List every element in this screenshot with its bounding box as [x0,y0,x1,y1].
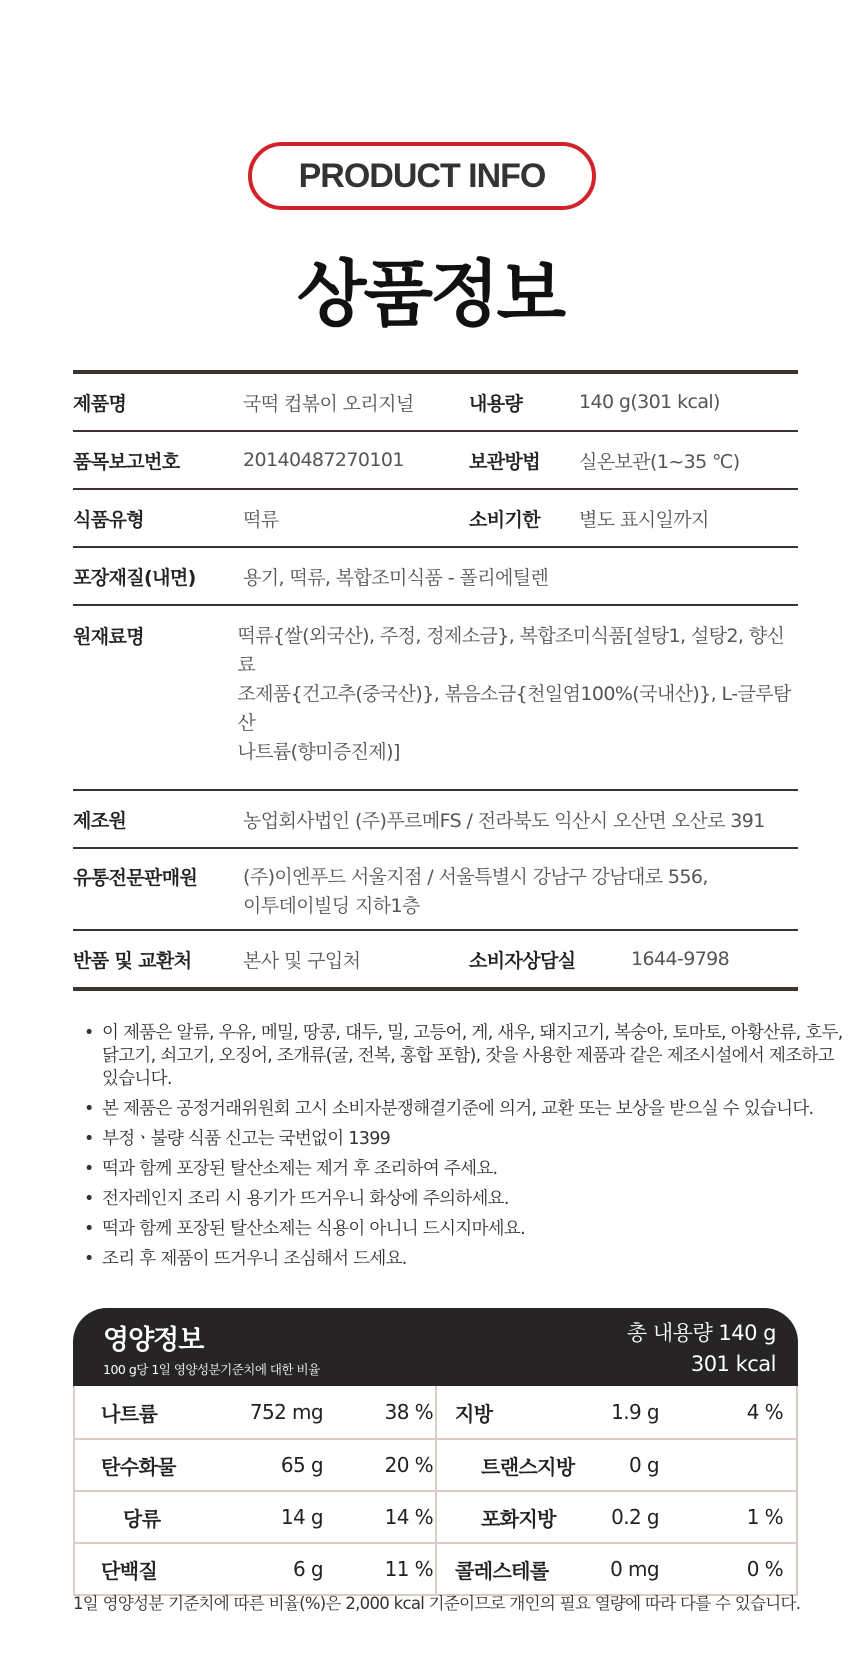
manufacturer-value: 농업회사법인 (주)푸르메FS / 전라북도 익산시 오산면 오산로 391 [243,809,765,832]
nutrient-amount: 6 g [293,1557,323,1581]
nutrient-amount: 0.2 g [611,1505,659,1529]
info-row [73,791,798,847]
return-value: 본사 및 구입처 [243,949,361,972]
nutrient-percent: 14 % [384,1505,433,1529]
info-row [73,606,798,789]
nutrient-name: 나트륨 [101,1401,158,1426]
notice-item: • 부정ㆍ불량 식품 신고는 국번없이 1399 [82,1128,852,1151]
storage-label: 보관방법 [469,450,541,473]
nutrition-total [627,1318,776,1380]
notice-item: • 조리 후 제품이 뜨거우니 조심해서 드세요. [82,1248,852,1271]
nutrient-amount: 0 g [629,1453,659,1477]
distributor-label: 유통전문판매원 [73,867,198,889]
food-type-value: 떡류 [243,508,279,531]
product-name-label: 제품명 [73,392,127,415]
divider [73,987,798,991]
info-row [73,849,798,929]
expiry-label: 소비기한 [469,508,541,531]
nutrient-cell [75,1542,437,1594]
total-content: 총 내용량 140 g [626,1321,776,1345]
total-kcal: 301 kcal [690,1352,776,1376]
nutrition-footnote: 1일 영양성분 기준치에 따른 비율(%)은 2,000 kcal 기준이므로 개인의 필요 열량에 따라 다를 수 있습니다. [73,1594,801,1613]
nutrient-cell [437,1542,798,1594]
nutrient-percent: 0 % [746,1557,783,1581]
nutrient-amount: 65 g [280,1453,323,1477]
info-row [73,548,798,604]
return-label: 반품 및 교환처 [73,949,192,972]
storage-value: 실온보관(1~35 ℃) [579,450,740,473]
nutrient-cell [75,1490,437,1542]
info-row [73,490,798,546]
ingredients-line: 조제품{건고추(중국산)}, 볶음소금{천일염100%(국내산)}, L-글루탐산 [237,683,791,734]
nutrient-name: 포화지방 [481,1506,556,1531]
notice-item: • 본 제품은 공정거래위원회 고시 소비자분쟁해결기준에 의거, 교환 또는 보상을 받으실 수 있습니다. [82,1098,852,1121]
distributor-line: (주)이엔푸드 서울지점 / 서울특별시 강남구 강남대로 556, [243,866,708,888]
nutrient-amount: 752 mg [249,1400,323,1424]
nutrient-percent: 1 % [746,1505,783,1529]
nutrient-percent: 11 % [384,1557,433,1581]
product-name-value: 국떡 컵볶이 오리지널 [243,392,414,415]
nutrient-cell [75,1438,437,1490]
nutrient-name: 단백질 [101,1558,158,1583]
notice-item: • 전자레인지 조리 시 용기가 뜨거우니 화상에 주의하세요. [82,1188,852,1211]
nutrition-title: 영양정보 [103,1325,204,1356]
page-title: 상품정보 [296,252,564,336]
info-row [73,931,798,987]
nutrient-amount: 14 g [280,1505,323,1529]
nutrition-subtitle: 100 g당 1일 영양성분기준치에 대한 비율 [103,1362,320,1377]
food-type-label: 식품유형 [73,508,145,531]
distributor-value [243,863,798,921]
report-no-value: 20140487270101 [243,449,404,471]
ingredients-line: 떡류{쌀(외국산), 주정, 정제소금}, 복합조미식품[설탕1, 설탕2, 향신료 [237,625,785,676]
distributor-line: 이투데이빌딩 지하1층 [243,895,420,917]
ingredients-value [237,622,798,767]
nutrient-name: 트랜스지방 [481,1454,575,1479]
product-info-table [73,370,798,991]
nutrition-header [73,1308,798,1386]
nutrient-amount: 0 mg [610,1557,659,1581]
nutrient-name: 탄수화물 [101,1454,176,1479]
nutrient-name: 지방 [455,1401,493,1426]
nutrient-cell [75,1386,437,1438]
ingredients-label: 원재료명 [73,626,145,648]
consumer-value: 1644-9798 [631,948,730,970]
notice-list [82,1022,852,1278]
packaging-value: 용기, 떡류, 복합조미식품 - 폴리에틸렌 [243,566,549,589]
ingredients-line: 나트륨(향미증진제)] [237,741,400,763]
nutrient-cell [437,1490,798,1542]
manufacturer-label: 제조원 [73,809,127,832]
content-value: 140 g(301 kcal) [579,391,720,413]
notice-item: • 떡과 함께 포장된 탈산소제는 식용이 아니니 드시지마세요. [82,1218,852,1241]
expiry-value: 별도 표시일까지 [579,508,709,531]
nutrient-percent: 20 % [384,1453,433,1477]
nutrition-grid [73,1386,798,1596]
product-info-badge: PRODUCT INFO [248,142,596,210]
nutrient-percent: 4 % [746,1400,783,1424]
content-label: 내용량 [469,392,523,415]
nutrient-percent: 38 % [384,1400,433,1424]
nutrient-cell [437,1386,798,1438]
notice-item: • 떡과 함께 포장된 탈산소제는 제거 후 조리하여 주세요. [82,1158,852,1181]
packaging-label: 포장재질(내면) [73,566,196,589]
info-row [73,374,798,430]
info-row [73,432,798,488]
notice-item: • 이 제품은 알류, 우유, 메밀, 땅콩, 대두, 밀, 고등어, 게, 새우, 돼지고기, 복숭아, 토마토, 아황산류, 호두, 닭고기, 쇠고기, 오징어, 조개류(굴, 전복, 홍합 포함), 잣을 사용한 제품과 같은 제조시설에서 제조하고 있습니다. [82,1022,852,1091]
nutrient-amount: 1.9 g [611,1400,659,1424]
nutrient-cell [437,1438,798,1490]
nutrient-name: 콜레스테롤 [455,1558,549,1583]
nutrition-panel [73,1308,798,1596]
nutrient-name: 당류 [123,1506,161,1531]
consumer-label: 소비자상담실 [469,949,576,972]
report-no-label: 품목보고번호 [73,450,180,473]
